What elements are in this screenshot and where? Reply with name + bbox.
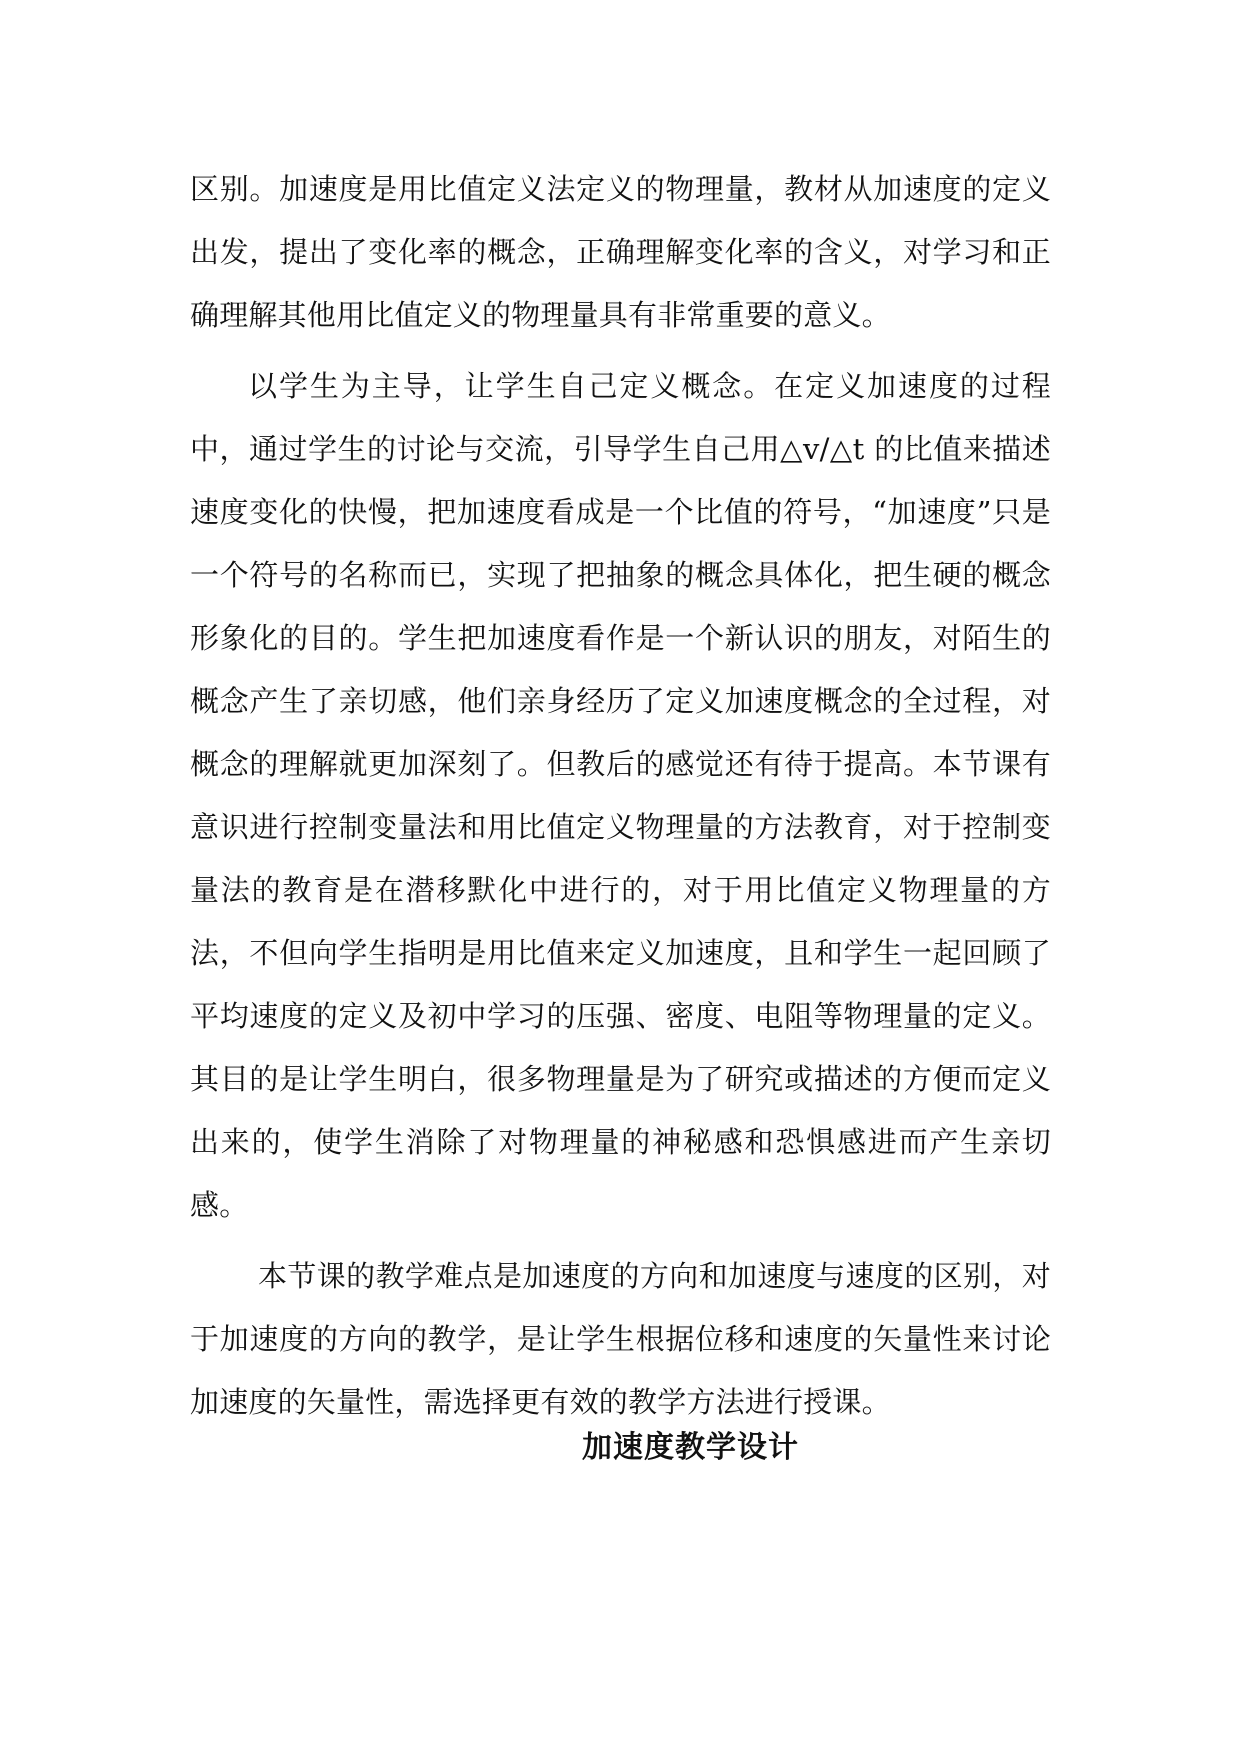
section-title: 加速度教学设计 (582, 1430, 799, 1465)
paragraph-student-led: 以学生为主导，让学生自己定义概念。在定义加速度的过程中，通过学生的讨论与交流，引导学生自己用△v/△t 的比值来描述速度变化的快慢，把加速度看成是一个比值的符号，“加速度”只是一个符号的名称而已，实现了把抽象的概念具体化，把生硬的概念形象化的目的。学生把加速度看作是一个新认识的朋友，对陌生的概念产生了亲切感，他们亲身经历了定义加速度概念的全过程，对概念的理解就更加深刻了。但教后的感觉还有待于提高。本节课有意识进行控制变量法和用比值定义物理量的方法教育，对于控制变量法的教育是在潜移默化中进行的，对于用比值定义物理量的方法，不但向学生指明是用比值来定义加速度，且和学生一起回顾了平均速度的定义及初中学习的压强、密度、电阻等物理量的定义。其目的是让学生明白，很多物理量是为了研究或描述的方便而定义出来的，使学生消除了对物理量的神秘感和恐惧感进而产生亲切感。 (190, 369, 1051, 1222)
paragraph-continuation: 区别。加速度是用比值定义法定义的物理量，教材从加速度的定义出发，提出了变化率的概念，正确理解变化率的含义，对学习和正确理解其他用比值定义的物理量具有非常重要的意义。 (190, 172, 1051, 332)
paragraph-teaching-difficulty: 本节课的教学难点是加速度的方向和加速度与速度的区别，对于加速度的方向的教学，是让学生根据位移和速度的矢量性来讨论加速度的矢量性，需选择更有效的教学方法进行授课。 (190, 1259, 1051, 1419)
document-body (190, 158, 1051, 1434)
